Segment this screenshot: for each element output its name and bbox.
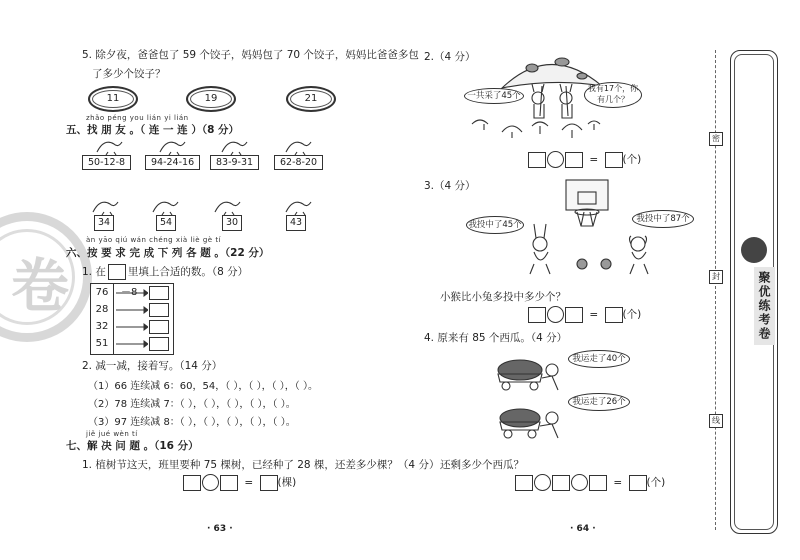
number-box-3[interactable]: 30: [222, 215, 242, 231]
q2-result-box[interactable]: [605, 152, 623, 168]
bird-icons-top: [92, 136, 342, 156]
q2-title: 2.（4 分）: [424, 51, 476, 63]
unit-label: (棵): [277, 476, 297, 489]
number-box-1[interactable]: 34: [94, 215, 114, 231]
equation-box-2[interactable]: [220, 475, 238, 491]
arrow-icons: [114, 284, 148, 354]
machine-left-col: [91, 284, 113, 354]
q2-equals: =: [589, 153, 599, 166]
equation-box-1[interactable]: [183, 475, 201, 491]
basketball-illustration: [520, 178, 660, 278]
margin-mark-2: 封: [709, 270, 723, 284]
q2-equation: [528, 151, 641, 168]
q3-equation: [528, 306, 641, 323]
sec7-title: 七、解 决 问 题 。（16 分）: [66, 440, 199, 452]
number-machine: [90, 283, 174, 355]
page-number-left: · 63 ·: [207, 524, 233, 534]
q4-operator-circle-2[interactable]: [571, 474, 588, 491]
q3-box-2[interactable]: [565, 307, 583, 323]
q2-box-2[interactable]: [565, 152, 583, 168]
q4-box-3[interactable]: [589, 475, 607, 491]
sidebar-logo-band: [739, 237, 769, 357]
answer-box-3[interactable]: [149, 320, 169, 334]
q4-box-1[interactable]: [515, 475, 533, 491]
q3-equals: =: [589, 308, 599, 321]
s6q1-suffix: 里填上合适的数。（8 分）: [127, 266, 249, 278]
q4-unit: (个): [646, 476, 666, 489]
number-box-2[interactable]: 54: [156, 215, 176, 231]
q5-text-line1: 5. 除夕夜，爸爸包了 59 个饺子，妈妈包了 70 个饺子，妈妈比爸爸多包: [82, 49, 419, 61]
machine-num-3: 32: [95, 321, 109, 332]
equation-result-box[interactable]: [260, 475, 278, 491]
q2-operator-circle[interactable]: [547, 151, 564, 168]
s7q1-equation: [183, 474, 296, 491]
q4-equation: [515, 474, 665, 491]
q3-bubble-b: 我投中了87个: [632, 210, 694, 228]
s6q2-line-3[interactable]: （3）97 连续减 8：（ ），（ ），（ ），（ ），（ ）。: [88, 417, 296, 428]
sec5-pinyin: zhǎo péng you lián yi lián: [86, 114, 189, 122]
sec6-title: 六、按 要 求 完 成 下 列 各 题 。（22 分）: [66, 247, 270, 259]
answer-box-1[interactable]: [149, 286, 169, 300]
watermark-stamp: [0, 212, 92, 342]
q2-unit: (个): [622, 153, 642, 166]
operator-circle[interactable]: [202, 474, 219, 491]
number-box-4[interactable]: 43: [286, 215, 306, 231]
q5-option-3[interactable]: 21: [286, 86, 336, 112]
sidebar-label: 聚优练考卷: [754, 267, 775, 345]
machine-num-2: 28: [95, 304, 109, 315]
q4-operator-circle-1[interactable]: [534, 474, 551, 491]
stamp-text: 卷: [11, 252, 70, 320]
s6q2-title: 2. 减一减，接着写。（14 分）: [82, 360, 223, 372]
bird-icons-bottom: [88, 196, 338, 216]
binding-sidebar: [730, 50, 778, 534]
q3-bubble-a: 我投中了45个: [466, 216, 524, 234]
expr-box-4[interactable]: 62-8-20: [274, 155, 323, 170]
margin-mark-3: 线: [709, 414, 723, 428]
q5-option-2[interactable]: 19: [186, 86, 236, 112]
machine-operator: －8: [121, 287, 138, 298]
s6q2-line-2[interactable]: （2）78 连续减 7：（ ），（ ），（ ），（ ），（ ）。: [88, 399, 296, 410]
answer-box-4[interactable]: [149, 337, 169, 351]
q3-operator-circle[interactable]: [547, 306, 564, 323]
q5-option-1[interactable]: 11: [88, 86, 138, 112]
machine-num-4: 51: [95, 338, 109, 349]
q5-text-line2: 了多少个饺子？: [92, 68, 166, 80]
blank-square-icon: [108, 264, 126, 280]
expr-box-1[interactable]: 50-12-8: [82, 155, 131, 170]
answer-box-2[interactable]: [149, 303, 169, 317]
q4-title: 4. 原来有 85 个西瓜。（4 分）: [424, 332, 568, 344]
page-number-right: · 64 ·: [570, 524, 596, 534]
machine-num-1: 76: [95, 287, 109, 298]
s6q1-line: [82, 264, 248, 280]
margin-mark-1: 密: [709, 132, 723, 146]
q3-question: 小猴比小兔多投中多少个？: [440, 291, 566, 303]
s6q2-line-1[interactable]: （1）66 连续减 6：60，54，（ ），（ ），（ ），（ ）。: [88, 381, 318, 392]
q3-unit: (个): [622, 308, 642, 321]
expr-box-2[interactable]: 94-24-16: [145, 155, 200, 170]
q3-result-box[interactable]: [605, 307, 623, 323]
s7q1-text: 1. 植树节这天，班里要种 75 棵树，已经种了 28 棵，还差多少棵？（4 分）: [82, 459, 440, 471]
q2-box-1[interactable]: [528, 152, 546, 168]
q4-box-2[interactable]: [552, 475, 570, 491]
q4-bubble-b: 我运走了26个: [568, 393, 630, 411]
expr-box-3[interactable]: 83-9-31: [210, 155, 259, 170]
equals-sign: =: [244, 476, 254, 489]
q2-bubble-b: 我有17个，你有几个？: [584, 82, 642, 108]
sec6-pinyin: àn yāo qiú wán chéng xià liè gè tí: [86, 236, 222, 244]
sec5-title: 五、找 朋 友 。（ 连 一 连 ）（8 分）: [66, 124, 240, 136]
q3-box-1[interactable]: [528, 307, 546, 323]
q4-equals: =: [613, 476, 623, 489]
s6q1-prefix: 1. 在: [82, 266, 106, 278]
q2-bubble-a: 一共采了45个: [464, 88, 524, 104]
q4-question: 还剩多少个西瓜？: [440, 459, 524, 471]
sec7-pinyin: jiě jué wèn tí: [86, 430, 138, 438]
q4-bubble-a: 我运走了40个: [568, 350, 630, 368]
q4-result-box[interactable]: [629, 475, 647, 491]
q3-title: 3.（4 分）: [424, 180, 476, 192]
